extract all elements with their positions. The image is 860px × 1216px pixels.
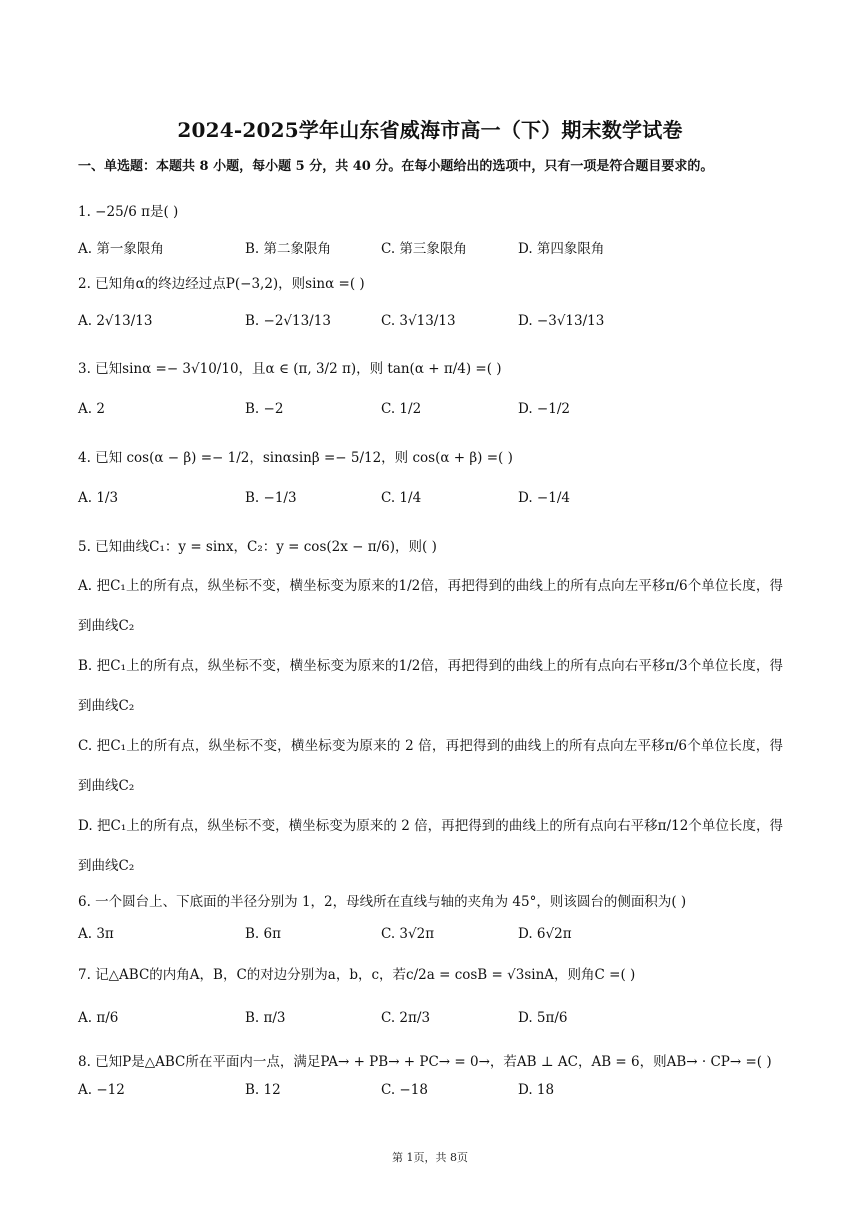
q6-option-c: C. 3√2π bbox=[381, 926, 435, 942]
question-7-stem: 7. 记△ABC的内角A，B，C的对边分别为a，b，c，若c/2a = cosB = √3sinA，则角C =( ) bbox=[78, 967, 636, 983]
page-footer: 第 1页，共 8页 bbox=[392, 1151, 468, 1164]
q5-option-c: C. 把C₁上的所有点，纵坐标不变，横坐标变为原来的 2 倍，再把得到的曲线上的所有点向左平移π/6个单位长度，得到曲线C₂ bbox=[78, 738, 783, 794]
q7-option-b: B. π/3 bbox=[245, 1010, 286, 1026]
q1-option-a: A. 第一象限角 bbox=[78, 241, 164, 257]
q2-option-a: A. 2√13/13 bbox=[78, 313, 153, 329]
q7-option-a: A. π/6 bbox=[78, 1010, 119, 1026]
q5-option-a: A. 把C₁上的所有点，纵坐标不变，横坐标变为原来的1/2倍，再把得到的曲线上的所有点向左平移π/6个单位长度，得到曲线C₂ bbox=[78, 578, 783, 634]
q4-option-d: D. −1/4 bbox=[518, 490, 570, 506]
q2-option-d: D. −3√13/13 bbox=[518, 313, 605, 329]
question-4-stem: 4. 已知 cos(α − β) =− 1/2，sinαsinβ =− 5/12，则 cos(α + β) =( ) bbox=[78, 450, 513, 466]
q3-option-c: C. 1/2 bbox=[381, 401, 422, 417]
q6-option-a: A. 3π bbox=[78, 926, 114, 942]
q2-option-b: B. −2√13/13 bbox=[245, 313, 331, 329]
q3-option-a: A. 2 bbox=[78, 401, 105, 417]
q8-option-d: D. 18 bbox=[518, 1082, 555, 1098]
question-3-stem: 3. 已知sinα =− 3√10/10，且α ∈ (π, 3/2 π)，则 tan(α + π/4) =( ) bbox=[78, 361, 502, 377]
q6-option-b: B. 6π bbox=[245, 926, 281, 942]
question-8-stem: 8. 已知P是△ABC所在平面内一点，满足PA→ + PB→ + PC→ = 0→，若AB ⊥ AC，AB = 6，则AB→ · CP→ =( ) bbox=[78, 1054, 772, 1070]
q7-option-d: D. 5π/6 bbox=[518, 1010, 568, 1026]
q4-option-a: A. 1/3 bbox=[78, 490, 119, 506]
q3-option-d: D. −1/2 bbox=[518, 401, 570, 417]
q4-option-c: C. 1/4 bbox=[381, 490, 422, 506]
q6-option-d: D. 6√2π bbox=[518, 926, 572, 942]
question-1-stem: 1. −25/6 π是( ) bbox=[78, 204, 179, 220]
q7-option-c: C. 2π/3 bbox=[381, 1010, 431, 1026]
q3-option-b: B. −2 bbox=[245, 401, 284, 417]
q1-option-b: B. 第二象限角 bbox=[245, 241, 332, 257]
q8-option-a: A. −12 bbox=[78, 1082, 125, 1098]
q8-option-b: B. 12 bbox=[245, 1082, 281, 1098]
question-5-stem: 5. 已知曲线C₁：y = sinx，C₂：y = cos(2x − π/6)，则( ) bbox=[78, 539, 437, 555]
q2-option-c: C. 3√13/13 bbox=[381, 313, 456, 329]
q1-option-c: C. 第三象限角 bbox=[381, 241, 467, 257]
question-6-stem: 6. 一个圆台上、下底面的半径分别为 1，2，母线所在直线与轴的夹角为 45°，则该圆台的侧面积为( ) bbox=[78, 894, 687, 910]
q1-option-d: D. 第四象限角 bbox=[518, 241, 605, 257]
q8-option-c: C. −18 bbox=[381, 1082, 428, 1098]
section-header: 一、单选题：本题共 8 小题，每小题 5 分，共 40 分。在每小题给出的选项中，只有一项是符合题目要求的。 bbox=[78, 159, 714, 174]
q5-option-b: B. 把C₁上的所有点，纵坐标不变，横坐标变为原来的1/2倍，再把得到的曲线上的所有点向右平移π/3个单位长度，得到曲线C₂ bbox=[78, 658, 783, 714]
question-2-stem: 2. 已知角α的终边经过点P(−3,2)，则sinα =( ) bbox=[78, 276, 365, 292]
page-title: 2024-2025学年山东省威海市高一（下）期末数学试卷 bbox=[177, 118, 683, 142]
q4-option-b: B. −1/3 bbox=[245, 490, 297, 506]
q5-option-d: D. 把C₁上的所有点，纵坐标不变，横坐标变为原来的 2 倍，再把得到的曲线上的所有点向右平移π/12个单位长度，得到曲线C₂ bbox=[78, 818, 783, 874]
